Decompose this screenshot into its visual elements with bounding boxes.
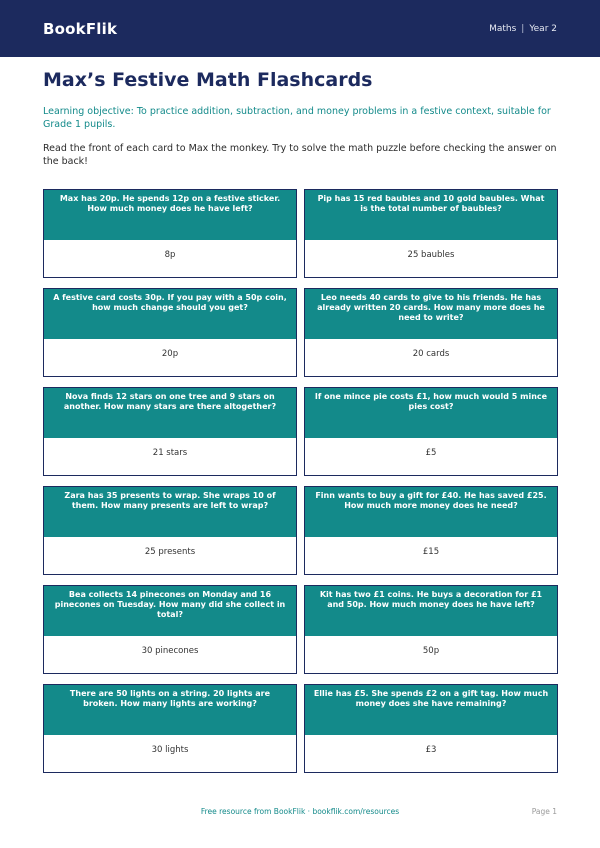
flashcard[interactable] <box>304 288 558 377</box>
breadcrumb-year[interactable]: Year 2 <box>529 23 557 34</box>
flashcard-question: Zara has 35 presents to wrap. She wraps 10 of them. How many presents are left to wrap? <box>44 487 296 537</box>
learning-objective: Learning objective: To practice addition, subtraction, and money problems in a festive context, suitable for Grade 1 pupils. <box>43 106 551 130</box>
flashcard[interactable] <box>43 189 297 278</box>
brand-logo[interactable]: BookFlik <box>43 19 118 38</box>
flashcard-question: Max has 20p. He spends 12p on a festive sticker. How much money does he have left? <box>44 190 296 240</box>
top-bar <box>0 0 600 57</box>
flashcard-question: Bea collects 14 pinecones on Monday and 16 pinecones on Tuesday. How many did she collect in total? <box>44 586 296 636</box>
flashcard[interactable] <box>43 684 297 773</box>
flashcard-answer: 21 stars <box>44 438 296 475</box>
page-footer <box>43 807 557 816</box>
flashcard-answer: 25 baubles <box>305 240 557 277</box>
flashcard-question: If one mince pie costs £1, how much would 5 mince pies cost? <box>305 388 557 438</box>
flashcard[interactable] <box>304 387 558 476</box>
flashcard[interactable] <box>304 189 558 278</box>
flashcard-answer: 30 lights <box>44 735 296 772</box>
flashcard-question: A festive card costs 30p. If you pay with a 50p coin, how much change should you get? <box>44 289 296 339</box>
page-title: Max’s Festive Math Flashcards <box>43 69 373 91</box>
flashcard-grid <box>43 189 557 773</box>
flashcard-answer: 20p <box>44 339 296 376</box>
flashcard-question: Kit has two £1 coins. He buys a decoration for £1 and 50p. How much money does he have left? <box>305 586 557 636</box>
flashcard-answer: £3 <box>305 735 557 772</box>
flashcard-answer: £5 <box>305 438 557 475</box>
flashcard-answer: 30 pinecones <box>44 636 296 673</box>
footer-link[interactable]: Free resource from BookFlik · bookflik.com/resources <box>200 807 400 816</box>
flashcard-answer: 25 presents <box>44 537 296 574</box>
flashcard[interactable] <box>43 585 297 674</box>
flashcard-answer: 8p <box>44 240 296 277</box>
flashcard[interactable] <box>304 684 558 773</box>
flashcard-answer: 50p <box>305 636 557 673</box>
flashcard-answer: £15 <box>305 537 557 574</box>
flashcard[interactable] <box>304 486 558 575</box>
page-number: Page 1 <box>531 807 557 816</box>
flashcard-question: There are 50 lights on a string. 20 lights are broken. How many lights are working? <box>44 685 296 735</box>
breadcrumb <box>489 24 557 34</box>
breadcrumb-separator: | <box>521 23 525 34</box>
flashcard-question: Pip has 15 red baubles and 10 gold baubles. What is the total number of baubles? <box>305 190 557 240</box>
main-content <box>0 69 600 773</box>
flashcard[interactable] <box>43 486 297 575</box>
flashcard-question: Nova finds 12 stars on one tree and 9 stars on another. How many stars are there altogether? <box>44 388 296 438</box>
flashcard[interactable] <box>43 288 297 377</box>
intro-text: Read the front of each card to Max the monkey. Try to solve the math puzzle before checking the answer on the back! <box>43 143 557 167</box>
flashcard-question: Finn wants to buy a gift for £40. He has saved £25. How much more money does he need? <box>305 487 557 537</box>
flashcard-answer: 20 cards <box>305 339 557 376</box>
breadcrumb-subject[interactable]: Maths <box>489 23 517 34</box>
flashcard-question: Leo needs 40 cards to give to his friends. He has already written 20 cards. How many more does he need to write? <box>305 289 557 339</box>
flashcard-question: Ellie has £5. She spends £2 on a gift tag. How much money does she have remaining? <box>305 685 557 735</box>
flashcard[interactable] <box>304 585 558 674</box>
flashcard[interactable] <box>43 387 297 476</box>
